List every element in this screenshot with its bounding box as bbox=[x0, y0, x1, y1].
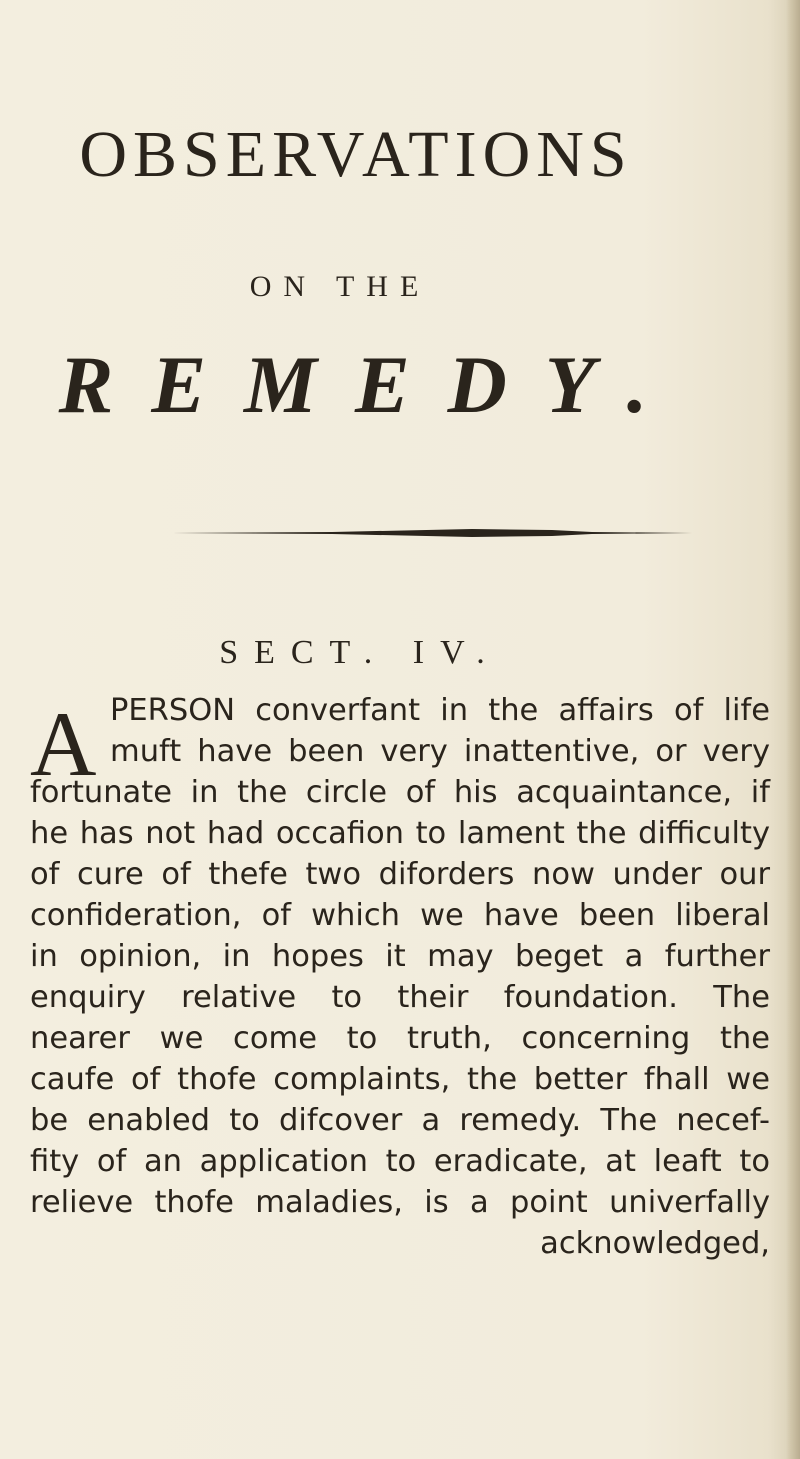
text-line: he has not had occafion to lament the difficulty bbox=[30, 816, 770, 851]
text-line: PERSON converfant in the affairs of life bbox=[110, 693, 770, 728]
section-heading: SECT. IV. bbox=[219, 634, 501, 671]
ornamental-rule bbox=[172, 528, 692, 538]
text-line: in opinion, in hopes it may beget a further bbox=[30, 939, 770, 974]
text-line: caufe of thofe complaints, the better fhall we bbox=[30, 1062, 770, 1097]
page-heading: REMEDY. bbox=[58, 339, 686, 430]
text-line: acknowledged, bbox=[540, 1226, 770, 1261]
text-line: relieve thofe maladies, is a point univerfally bbox=[30, 1185, 770, 1220]
drop-cap: A bbox=[30, 693, 97, 795]
text-line: confideration, of which we have been liberal bbox=[30, 898, 770, 933]
text-line: be enabled to difcover a remedy. The necef- bbox=[30, 1103, 770, 1138]
text-line: of cure of thefe two diforders now under our bbox=[30, 857, 770, 892]
page-title: OBSERVATIONS bbox=[79, 118, 633, 191]
text-line: fity of an application to eradicate, at leaft to bbox=[30, 1144, 770, 1179]
text-line: enquiry relative to their foundation. The bbox=[30, 980, 770, 1015]
page-subtitle: ON THE bbox=[249, 270, 431, 303]
text-line: nearer we come to truth, concerning the bbox=[30, 1021, 770, 1056]
page-edge bbox=[786, 0, 800, 1459]
text-line: muft have been very inattentive, or very bbox=[110, 734, 770, 769]
body-paragraph bbox=[30, 690, 770, 1264]
text-line: fortunate in the circle of his acquaintance, if bbox=[30, 775, 770, 810]
